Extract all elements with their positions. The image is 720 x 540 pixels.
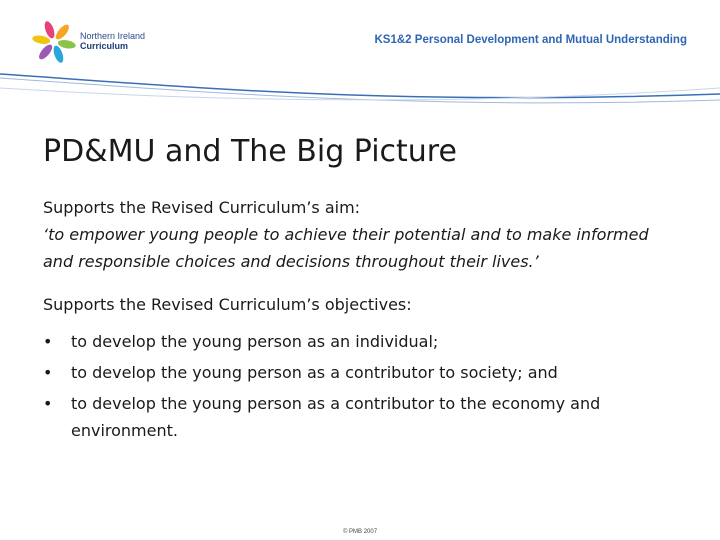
bullet-icon: • [43, 363, 53, 382]
objective-text: to develop the young person as a contributor to society; and [71, 363, 558, 382]
aim-quote: ‘to empower young people to achieve their potential and to make informed and responsible choices and decisions throughout their lives.’ [43, 225, 649, 271]
header-swoosh [0, 66, 720, 116]
logo-line-2: Curriculum [80, 41, 129, 51]
objectives-list [43, 328, 683, 444]
bullet-icon: • [43, 394, 53, 413]
header-subject: Personal Development and Mutual Understanding [414, 34, 687, 46]
logo-line-1: Northern Ireland [80, 31, 146, 41]
footer-copyright: © PMB 2007 [342, 529, 378, 535]
bullet-icon: • [43, 332, 53, 351]
header-key-stage: KS1&2 [374, 34, 412, 46]
logo-wordmark [80, 31, 145, 51]
logo-petal [54, 23, 72, 42]
objective-text: to develop the young person as a contributor to the economy and environment. [71, 394, 601, 440]
objective-text: to develop the young person as an individual; [71, 332, 439, 351]
list-item [43, 328, 683, 355]
list-item [43, 390, 683, 444]
logo-petal [57, 39, 76, 50]
logo-petal [37, 42, 55, 61]
slide-title: PD&MU and The Big Picture [43, 134, 457, 169]
slide-content [43, 194, 683, 448]
objectives-intro: Supports the Revised Curriculum’s objectives: [43, 295, 412, 314]
flower-logo-icon [30, 18, 80, 66]
header-title [375, 34, 688, 46]
list-item [43, 359, 683, 386]
logo-petal [32, 34, 51, 45]
aim-intro: Supports the Revised Curriculum’s aim: [43, 198, 361, 217]
